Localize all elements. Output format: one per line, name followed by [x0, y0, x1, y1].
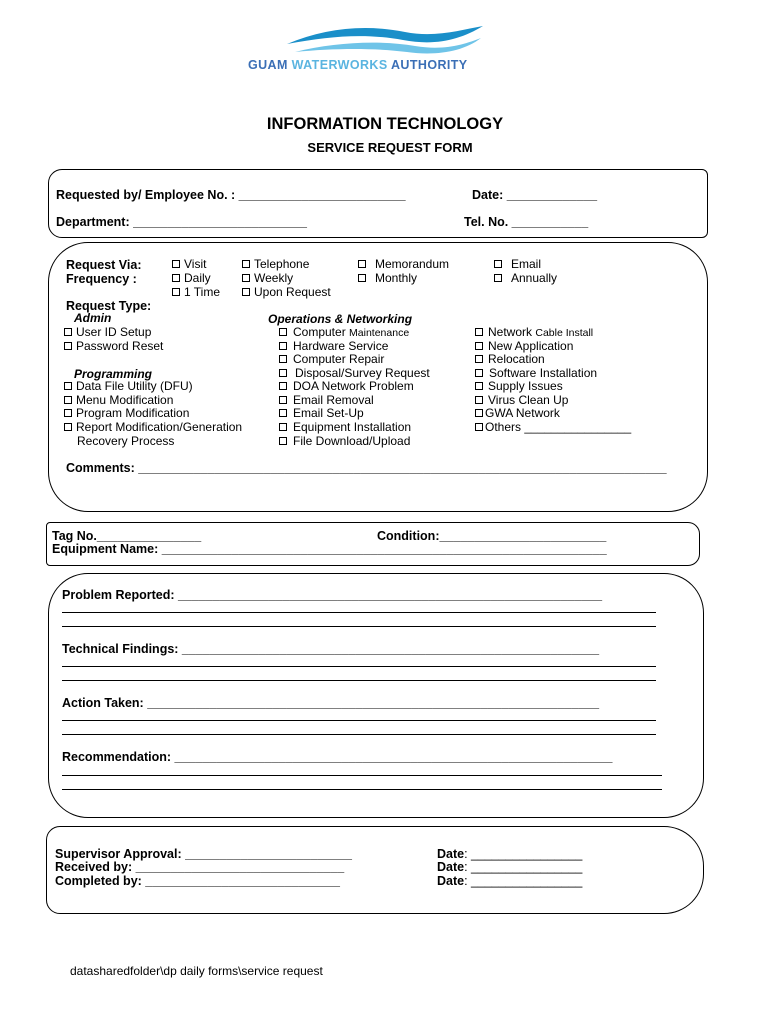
checkbox[interactable] [358, 274, 366, 282]
programming-header: Programming [74, 367, 153, 381]
admin-header: Admin [74, 311, 112, 325]
approval-date-field[interactable]: Date: ________________ [437, 847, 583, 861]
technical-findings-field[interactable]: Technical Findings: ____________________________________________________________ [62, 642, 600, 656]
checkbox[interactable] [64, 342, 72, 350]
checkbox[interactable] [64, 328, 72, 336]
checkbox[interactable] [279, 437, 287, 445]
option-email[interactable]: Email [494, 258, 541, 272]
checkbox[interactable] [172, 288, 180, 296]
checkbox[interactable] [242, 288, 250, 296]
option-software-installation[interactable]: Software Installation [475, 367, 597, 381]
option-disposal-survey[interactable]: Disposal/Survey Request [279, 367, 430, 381]
option-computer-repair[interactable]: Computer Repair [279, 353, 384, 367]
option-password-reset[interactable]: Password Reset [64, 340, 163, 354]
checkbox[interactable] [172, 274, 180, 282]
checkbox[interactable] [279, 382, 287, 390]
tel-field[interactable]: Tel. No. ___________ [464, 215, 589, 229]
received-by-field[interactable]: Received by: ______________________________ [55, 860, 345, 874]
checkbox[interactable] [475, 369, 483, 377]
checkbox[interactable] [279, 342, 287, 350]
findings-line[interactable] [62, 666, 656, 667]
checkbox[interactable] [64, 382, 72, 390]
checkbox[interactable] [172, 260, 180, 268]
logo-word-authority: AUTHORITY [391, 58, 468, 72]
checkbox[interactable] [64, 396, 72, 404]
checkbox[interactable] [279, 423, 287, 431]
checkbox[interactable] [494, 260, 502, 268]
problem-reported-field[interactable]: Problem Reported: _____________________________________________________________ [62, 588, 603, 602]
checkbox[interactable] [64, 423, 72, 431]
checkbox[interactable] [279, 328, 287, 336]
checkbox[interactable] [475, 423, 483, 431]
recommendation-field[interactable]: Recommendation: _______________________________________________________________ [62, 750, 613, 764]
checkbox[interactable] [279, 409, 287, 417]
completed-by-field[interactable]: Completed by: ____________________________ [55, 874, 340, 888]
logo-word-waterworks: WATERWORKS [291, 58, 388, 72]
page-title: INFORMATION TECHNOLOGY [266, 115, 504, 133]
checkbox[interactable] [64, 409, 72, 417]
condition-field[interactable]: Condition:________________________ [377, 529, 607, 543]
checkbox[interactable] [279, 369, 287, 377]
option-weekly[interactable]: Weekly [242, 272, 293, 286]
checkbox[interactable] [242, 274, 250, 282]
request-via-label: Request Via: [66, 258, 142, 272]
action-line[interactable] [62, 720, 656, 721]
received-date-field[interactable]: Date: ________________ [437, 860, 583, 874]
footer-path: datasharedfolder\dp daily forms\service request [70, 964, 323, 978]
action-line[interactable] [62, 734, 656, 735]
supervisor-approval-field[interactable]: Supervisor Approval: ________________________ [55, 847, 352, 861]
option-email-removal[interactable]: Email Removal [279, 394, 374, 408]
option-daily[interactable]: Daily [172, 272, 211, 286]
checkbox[interactable] [475, 382, 483, 390]
option-menu-modification[interactable]: Menu Modification [64, 394, 173, 408]
recommendation-line[interactable] [62, 789, 662, 790]
option-email-setup[interactable]: Email Set-Up [279, 407, 364, 421]
option-monthly[interactable]: Monthly [358, 272, 417, 286]
option-equipment-installation[interactable]: Equipment Installation [279, 421, 411, 435]
option-relocation[interactable]: Relocation [475, 353, 545, 367]
option-virus-clean-up[interactable]: Virus Clean Up [475, 394, 568, 408]
option-telephone[interactable]: Telephone [242, 258, 309, 272]
option-gwa-network[interactable]: GWA Network [475, 407, 560, 421]
option-hardware-service[interactable]: Hardware Service [279, 340, 388, 354]
checkbox[interactable] [475, 396, 483, 404]
option-report-modification[interactable]: Report Modification/Generation [64, 421, 242, 435]
option-memorandum[interactable]: Memorandum [358, 258, 449, 272]
findings-line[interactable] [62, 680, 656, 681]
action-taken-field[interactable]: Action Taken: _________________________________________________________________ [62, 696, 600, 710]
checkbox[interactable] [358, 260, 366, 268]
date-field[interactable]: Date: _____________ [472, 188, 598, 202]
checkbox[interactable] [475, 355, 483, 363]
option-network-cable-install[interactable]: Network Cable Install [475, 326, 593, 341]
checkbox[interactable] [475, 409, 483, 417]
comments-field[interactable]: Comments: ____________________________________________________________________________ [66, 461, 667, 475]
checkbox[interactable] [475, 328, 483, 336]
department-field[interactable]: Department: _________________________ [56, 215, 307, 229]
option-annually[interactable]: Annually [494, 272, 557, 286]
gwa-logo-waves [285, 22, 485, 58]
checkbox[interactable] [494, 274, 502, 282]
option-user-id-setup[interactable]: User ID Setup [64, 326, 151, 340]
option-visit[interactable]: Visit [172, 258, 206, 272]
problem-line[interactable] [62, 612, 656, 613]
completed-date-field[interactable]: Date: ________________ [437, 874, 583, 888]
option-upon-request[interactable]: Upon Request [242, 286, 331, 300]
option-computer-maintenance[interactable]: Computer Maintenance [279, 326, 409, 341]
logo-text [248, 58, 468, 72]
checkbox[interactable] [475, 342, 483, 350]
option-doa-network[interactable]: DOA Network Problem [279, 380, 414, 394]
logo-word-guam: GUAM [248, 58, 288, 72]
recovery-process-text: Recovery Process [77, 434, 175, 448]
page-subtitle: SERVICE REQUEST FORM [307, 140, 473, 155]
recommendation-line[interactable] [62, 775, 662, 776]
option-program-modification[interactable]: Program Modification [64, 407, 189, 421]
request-type-label: Request Type: [66, 299, 152, 313]
operations-header: Operations & Networking [268, 312, 413, 326]
checkbox[interactable] [242, 260, 250, 268]
tag-no-field[interactable]: Tag No._______________ [52, 529, 202, 543]
option-supply-issues[interactable]: Supply Issues [475, 380, 563, 394]
option-1-time[interactable]: 1 Time [172, 286, 220, 300]
frequency-label: Frequency : [66, 272, 137, 286]
problem-line[interactable] [62, 626, 656, 627]
equipment-name-field[interactable]: Equipment Name: ________________________________________________________________ [52, 542, 607, 556]
requested-by-field[interactable]: Requested by/ Employee No. : ________________________ [56, 188, 406, 202]
file-download-upload-text: File Download/Upload [279, 435, 410, 449]
option-new-application[interactable]: New Application [475, 340, 573, 354]
checkbox[interactable] [279, 396, 287, 404]
checkbox[interactable] [279, 355, 287, 363]
option-data-file-utility[interactable]: Data File Utility (DFU) [64, 380, 193, 394]
option-others[interactable]: Others ________________ [475, 421, 631, 435]
